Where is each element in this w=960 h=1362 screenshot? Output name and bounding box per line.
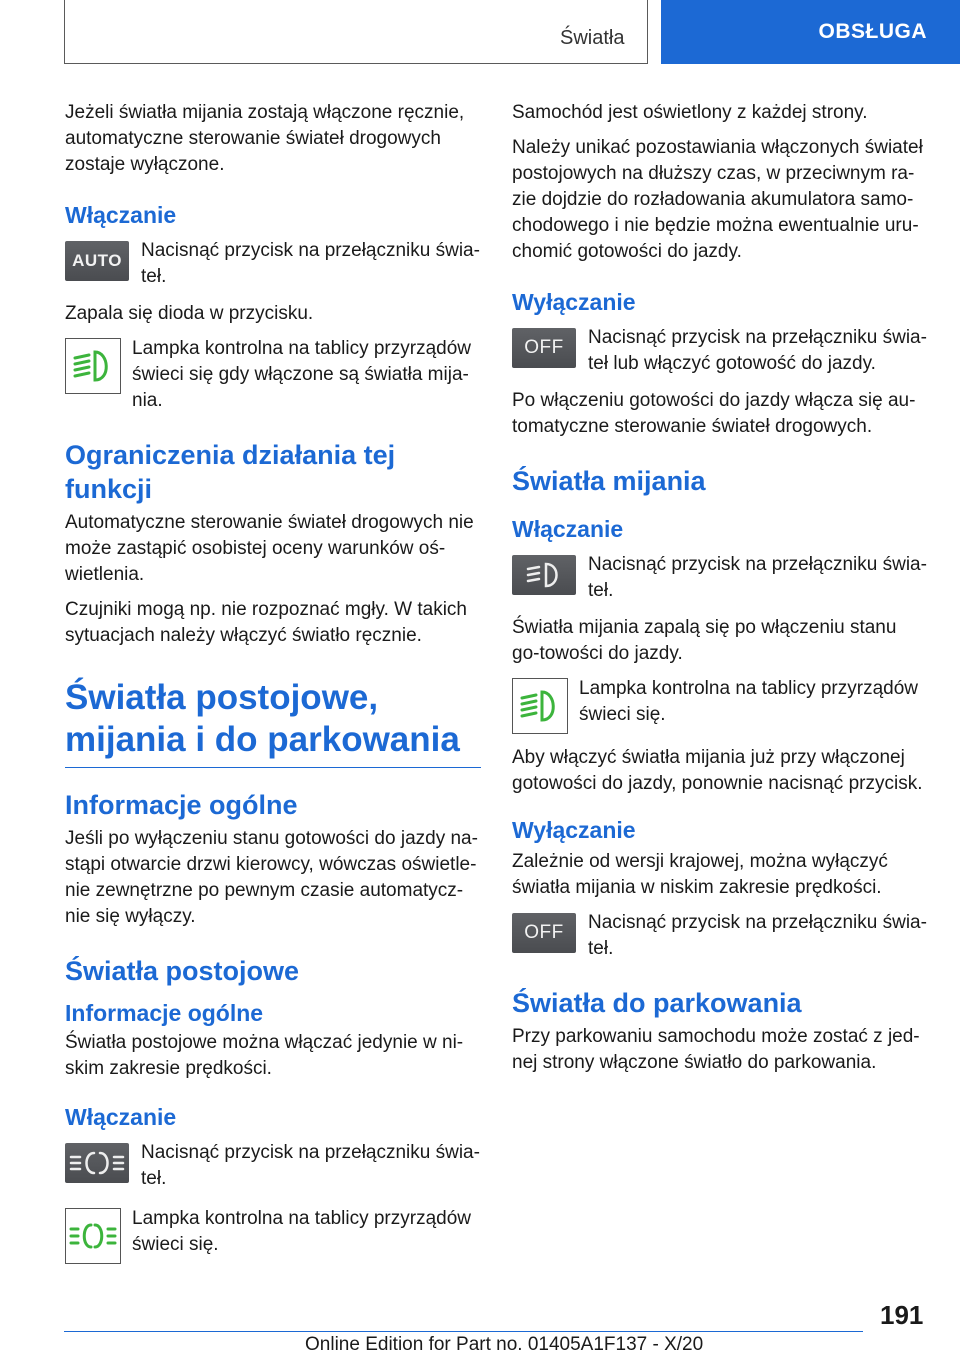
auto-button-icon: AUTO bbox=[65, 241, 129, 281]
lamp-2-text: Lampka kontrolna na tablicy przyrządów świeci się. bbox=[132, 1208, 472, 1255]
paragraph-parkowania: Przy parkowaniu samochodu może zostać z jed-nej strony włączone światło do parkowania. bbox=[512, 1026, 920, 1073]
footer-divider bbox=[64, 1331, 863, 1332]
lamp-3-text: Lampka kontrolna na tablicy przyrządów świeci się. bbox=[579, 678, 919, 725]
lamp-row-1 bbox=[65, 336, 481, 414]
heading-mijania: Światła mijania bbox=[512, 466, 706, 496]
paragraph-po-wlaczeniu: Po włączeniu gotowości do jazdy włącza się au-tomatyczne sterowanie świateł drogowych. bbox=[512, 390, 916, 437]
parking-button-row bbox=[65, 1140, 481, 1192]
paragraph-samochod: Samochód jest oświetlony z każdej strony. bbox=[512, 102, 868, 123]
paragraph-dioda: Zapala się dioda w przycisku. bbox=[65, 303, 314, 324]
paragraph-czujniki: Czujniki mogą np. nie rozpoznać mgły. W takich sytuacjach należy włączyć światło ręcznie. bbox=[65, 599, 467, 646]
paragraph-nalezy: Należy unikać pozostawiania włączonych świateł postojowych na dłuższy czas, w przeciwnym ra-zie dojdzie do rozładowania akumulatora samo-chodowego i nie będzie można ewentualnie uru-chomić gotowości do jazdy. bbox=[512, 137, 923, 262]
header-chapter-title: OBSŁUGA bbox=[661, 0, 960, 64]
paragraph-info: Jeśli po wyłączeniu stanu gotowości do jazdy na-stąpi otwarcie drzwi kierowcy, wówczas oświetle-nie zewnętrzne po pewnym czasie automatycz-nie się wyłączy. bbox=[65, 828, 478, 927]
lamp-row-3 bbox=[512, 676, 928, 734]
off-button-row bbox=[512, 325, 928, 377]
heading-informacje-2: Informacje ogólne bbox=[65, 1000, 264, 1026]
parking-light-indicator-icon bbox=[65, 1208, 121, 1264]
paragraph-zaleznie: Zależnie od wersji krajowej, można wyłączyć światła mijania w niskim zakresie prędkości. bbox=[512, 851, 888, 898]
lowbeam-button-text: Nacisnąć przycisk na przełączniku świa-teł. bbox=[588, 554, 927, 601]
heading-parkowania: Światła do parkowania bbox=[512, 988, 802, 1018]
heading-wlaczanie: Włączanie bbox=[65, 202, 177, 228]
off2-button-row bbox=[512, 910, 928, 962]
heading-ograniczenia: Ograniczenia działania tej funkcji bbox=[65, 440, 396, 504]
off-button-icon-2: OFF bbox=[512, 913, 576, 953]
auto-button-text: Nacisnąć przycisk na przełączniku świa-teł. bbox=[141, 240, 480, 287]
right-column bbox=[512, 100, 928, 1085]
off2-button-text: Nacisnąć przycisk na przełączniku świa-teł. bbox=[588, 912, 927, 959]
paragraph-manual-lowbeam: Jeżeli światła mijania zostają włączone ręcznie, automatyczne sterowanie świateł drogowych zostaje wyłączone. bbox=[65, 102, 465, 175]
heading-wlaczanie-2: Włączanie bbox=[65, 1104, 177, 1130]
off-button-icon: OFF bbox=[512, 328, 576, 368]
low-beam-indicator-icon-2 bbox=[512, 678, 568, 734]
paragraph-aby: Aby włączyć światła mijania już przy włączonej gotowości do jazdy, ponownie nacisnąć przycisk. bbox=[512, 747, 923, 794]
parking-button-text: Nacisnąć przycisk na przełączniku świa-teł. bbox=[141, 1142, 480, 1189]
left-column bbox=[65, 100, 481, 1275]
heading-wlaczanie-3: Włączanie bbox=[512, 516, 624, 542]
header-section-title: Światła bbox=[560, 27, 625, 49]
lamp-1-text: Lampka kontrolna na tablicy przyrządów świeci się gdy włączone są światła mija-nia. bbox=[132, 338, 472, 411]
page-number: 191 bbox=[880, 1300, 924, 1330]
low-beam-button-icon bbox=[512, 555, 576, 595]
heading-informacje: Informacje ogólne bbox=[65, 790, 298, 820]
chapter-title: Światła postojowe, mijania i do parkowania bbox=[65, 677, 481, 768]
heading-wylaczanie-2: Wyłączanie bbox=[512, 817, 636, 843]
lamp-row-2 bbox=[65, 1206, 481, 1264]
heading-postojowe: Światła postojowe bbox=[65, 956, 300, 986]
paragraph-mijania: Światła mijania zapalą się po włączeniu stanu go-towości do jazdy. bbox=[512, 617, 897, 664]
footer-edition: Online Edition for Part no. 01405A1F137 - X/20 bbox=[305, 1334, 704, 1355]
paragraph-auto-sterowanie: Automatyczne sterowanie świateł drogowych nie może zastąpić osobistej oceny warunków oś-wietlenia. bbox=[65, 512, 474, 585]
heading-wylaczanie: Wyłączanie bbox=[512, 289, 636, 315]
paragraph-postojowe: Światła postojowe można włączać jedynie w ni-skim zakresie prędkości. bbox=[65, 1032, 464, 1079]
lowbeam-button-row bbox=[512, 552, 928, 604]
low-beam-indicator-icon bbox=[65, 338, 121, 394]
off-button-text: Nacisnąć przycisk na przełączniku świa-teł lub włączyć gotowość do jazdy. bbox=[588, 327, 927, 374]
auto-button-row bbox=[65, 238, 481, 290]
parking-light-button-icon bbox=[65, 1143, 129, 1183]
